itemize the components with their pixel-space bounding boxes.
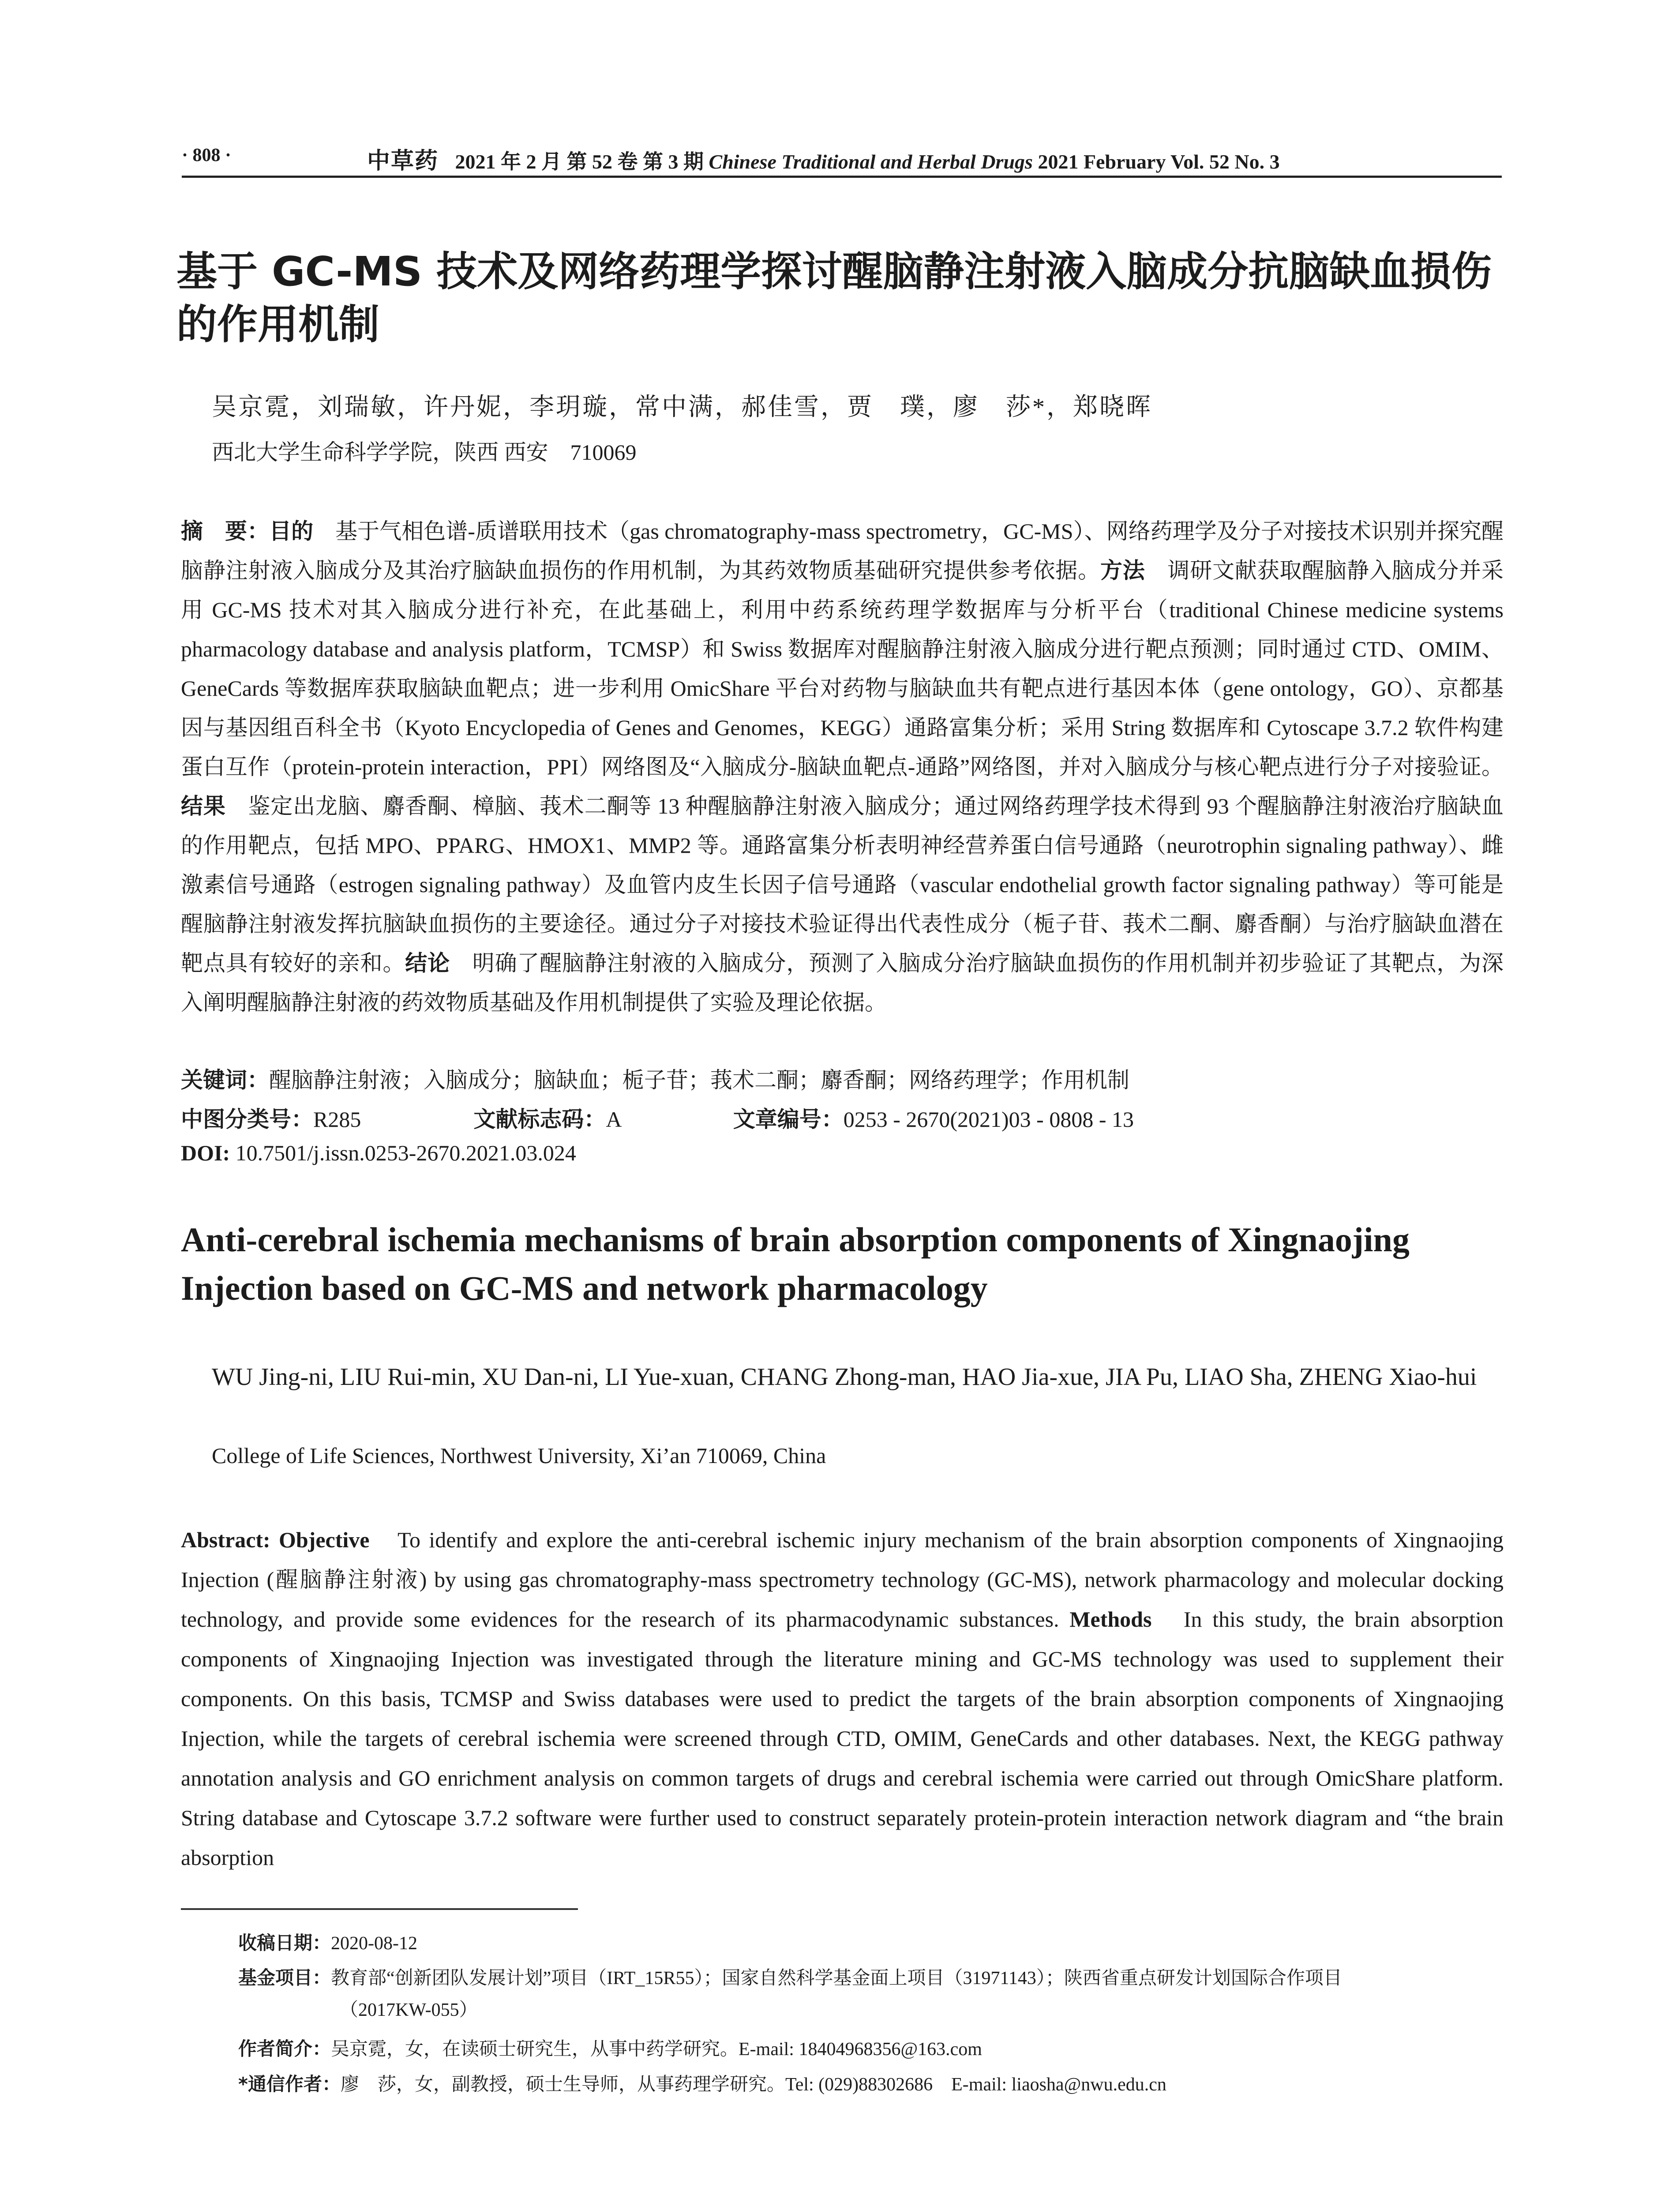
keywords-text: 醒脑静注射液；入脑成分；脑缺血；栀子苷；莪术二酮；麝香酮；网络药理学；作用机制	[269, 1068, 1129, 1092]
journal-issue-en: 2021 February Vol. 52 No. 3	[1038, 150, 1280, 173]
author-value: 吴京霓，女，在读硕士研究生，从事中药学研究。E-mail: 18404968356@163.com	[331, 2039, 982, 2060]
conclusion-text-cn: 明确了醒脑静注射液的入脑成分，预测了入脑成分治疗脑缺血损伤的作用机制并初步验证了其靶点，为深入阐明醒脑静注射液的药效物质基础及作用机制提供了实验及理论依据。	[181, 951, 1504, 1015]
english-affiliation: College of Life Sciences, Northwest University, Xi’an 710069, China	[212, 1443, 826, 1468]
methods-text-en: In this study, the brain absorption components of Xingnaojing Injection was investigated through the literature mining and GC-MS technology was used to supplement their components. On this basis, TCMSP and Swiss databases were used to predict the targets of the brain absorption components of Xingnaojing Injection, while the targets of cerebral ischemia were screened through CTD, OMIM, GeneCards and other databases. Next, the KEGG pathway annotation analysis and GO enrichment analysis on common targets of drugs and cerebral ischemia were carried out through OmicShare platform. String database and Cytoscape 3.7.2 software were further used to construct separately protein-protein interaction network diagram and “the brain absorption	[181, 1607, 1504, 1870]
objective-text-cn: 基于气相色谱-质谱联用技术（gas chromatography-mass spectrometry，GC-MS）、网络药理学及分子对接技术识别并探究醒脑静注射液入脑成分及其治疗脑缺血损伤的作用机制，为其药效物质基础研究提供参考依据。	[181, 519, 1504, 583]
doi-value: 10.7501/j.issn.0253-2670.2021.03.024	[230, 1141, 576, 1165]
author-label: 作者简介：	[238, 2038, 331, 2060]
page-number: · 808 ·	[182, 145, 232, 165]
doi-label: DOI:	[181, 1141, 230, 1165]
fund-footnote-continued: （2017KW-055）	[340, 2000, 478, 2020]
received-date-footnote	[238, 1927, 1504, 1959]
fund-value: 教育部“创新团队发展计划”项目（IRT_15R55）；国家自然科学基金面上项目（31971143）；陕西省重点研发计划国际合作项目	[331, 1968, 1342, 1988]
methods-label-en: Methods	[1069, 1607, 1152, 1632]
journal-info	[367, 142, 1280, 175]
chinese-affiliation: 西北大学生命科学学院，陕西 西安 710069	[212, 440, 637, 465]
chinese-authors: 吴京霓，刘瑞敏，许丹妮，李玥璇，常中满，郝佳雪，贾 璞，廖 莎*，郑晓晖	[212, 394, 1152, 421]
chinese-title: 基于 GC-MS 技术及网络药理学探讨醒脑静注射液入脑成分抗脑缺血损伤的作用机制	[176, 248, 1492, 348]
running-header	[182, 140, 1502, 178]
abstract-label-cn: 摘 要：	[181, 518, 270, 544]
fund-footnote	[238, 1962, 1504, 1994]
footnote-divider	[181, 1908, 578, 1910]
journal-issue-cn: 2021 年 2 月 第 52 卷 第 3 期	[455, 150, 704, 173]
received-label: 收稿日期：	[238, 1932, 331, 1954]
chinese-abstract	[181, 512, 1504, 1022]
corresponding-author-footnote	[238, 2068, 1504, 2101]
results-label-cn: 结果	[181, 793, 226, 819]
conclusion-label-cn: 结论	[405, 950, 450, 976]
author-footnote	[238, 2033, 1504, 2065]
clc-value: R285	[313, 1107, 361, 1132]
fund-label: 基金项目：	[238, 1967, 331, 1988]
english-authors: WU Jing-ni, LIU Rui-min, XU Dan-ni, LI Yue-xuan, CHANG Zhong-man, HAO Jia-xue, JIA Pu, LIAO Sha, ZHENG Xiao-hui	[212, 1363, 1477, 1391]
objective-label-cn: 目的	[269, 518, 314, 544]
objective-text-en: To identify and explore the anti-cerebral ischemic injury mechanism of the brain absorption components of Xingnaojing Injection (醒脑静注射液) by using gas chromatography-mass spectrometry technology (GC-MS), network pharmacology and molecular docking technology, and provide some evidences for the research of its pharmacodynamic substances.	[181, 1527, 1504, 1632]
document-code-label: 文献标志码：	[473, 1107, 606, 1132]
corresponding-value: 廖 莎，女，副教授，硕士生导师，从事药理学研究。Tel: (029)88302686 E-mail: liaosha@nwu.edu.cn	[340, 2075, 1166, 2095]
article-number-label: 文章编号：	[733, 1107, 844, 1132]
classification-line	[181, 1102, 1134, 1133]
received-value: 2020-08-12	[331, 1933, 417, 1954]
doi-line	[181, 1140, 576, 1166]
journal-name-cn: 中草药	[367, 149, 439, 174]
keywords-line	[181, 1062, 1129, 1094]
journal-name-en: Chinese Traditional and Herbal Drugs	[709, 150, 1033, 173]
document-code-value: A	[606, 1107, 621, 1132]
abstract-objective-label-en: Abstract: Objective	[181, 1527, 370, 1552]
clc-label: 中图分类号：	[181, 1107, 313, 1132]
results-text-cn: 鉴定出龙脑、麝香酮、樟脑、莪术二酮等 13 种醒脑静注射液入脑成分；通过网络药理学技术得到 93 个醒脑静注射液治疗脑缺血的作用靶点，包括 MPO、PPARG、HMOX1、MMP2 等。通路富集分析表明神经营养蛋白信号通路（neurotrophin signaling pathway）、雌激素信号通路（estrogen signaling pathway）及血管内皮生长因子信号通路（vascular endothelial growth factor signaling pathway）等可能是醒脑静注射液发挥抗脑缺血损伤的主要途径。通过分子对接技术验证得出代表性成分（栀子苷、莪术二酮、麝香酮）与治疗脑缺血潜在靶点具有较好的亲和。	[181, 794, 1504, 975]
english-title: Anti-cerebral ischemia mechanisms of brain absorption components of Xingnaojing Injection based on GC-MS and network pharmacology	[181, 1220, 1410, 1307]
methods-label-cn: 方法	[1100, 558, 1145, 583]
corresponding-label: *通信作者：	[238, 2073, 341, 2095]
english-abstract	[181, 1520, 1504, 1877]
methods-text-cn: 调研文献获取醒脑静入脑成分并采用 GC-MS 技术对其入脑成分进行补充，在此基础上，利用中药系统药理学数据库与分析平台（traditional Chinese medicine systems pharmacology database and analysis platform，TCMSP）和 Swiss 数据库对醒脑静注射液入脑成分进行靶点预测；同时通过 CTD、OMIM、GeneCards 等数据库获取脑缺血靶点；进一步利用 OmicShare 平台对药物与脑缺血共有靶点进行基因本体（gene ontology，GO）、京都基因与基因组百科全书（Kyoto Encyclopedia of Genes and Genomes，KEGG）通路富集分析；采用 String 数据库和 Cytoscape 3.7.2 软件构建蛋白互作（protein-protein interaction，PPI）网络图及“入脑成分-脑缺血靶点-通路”网络图，并对入脑成分与核心靶点进行分子对接验证。	[181, 558, 1504, 779]
article-number-value: 0253 - 2670(2021)03 - 0808 - 13	[843, 1107, 1134, 1132]
keywords-label: 关键词：	[181, 1067, 269, 1093]
